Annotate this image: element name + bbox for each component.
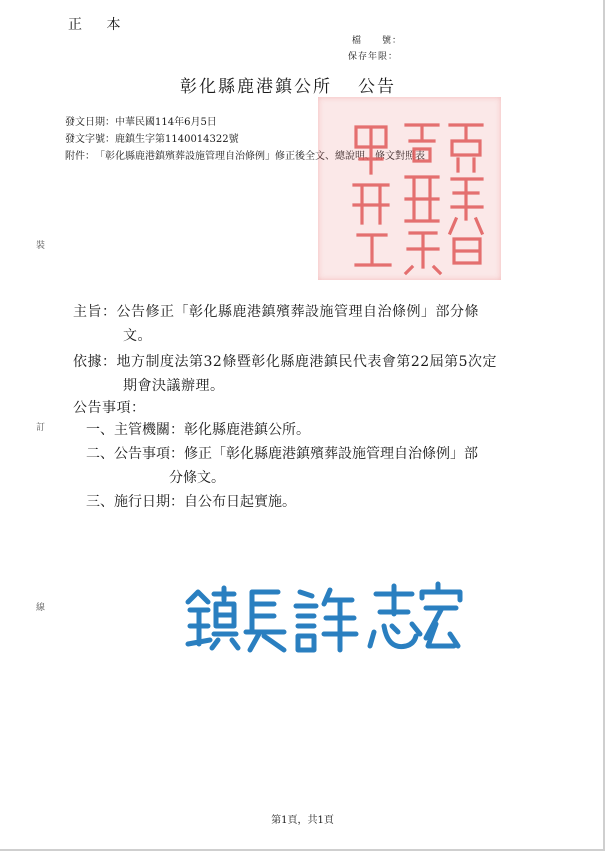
announcement-item	[84, 490, 296, 514]
seal-graphic	[318, 97, 501, 280]
copy-mark: 正 本	[68, 17, 131, 33]
purpose-line-2: 文。	[123, 328, 152, 344]
announcement-items-heading: 公告事項：	[73, 400, 146, 416]
purpose-label: 主旨：	[73, 304, 117, 320]
announcement-item	[84, 442, 478, 490]
archive-number	[352, 33, 406, 46]
issue-number-value: 鹿鎮生字第1140014322號	[115, 134, 239, 145]
basis-label: 依據：	[73, 354, 117, 370]
basis-line-2: 期會決議辦理。	[123, 378, 225, 394]
item-label: 主管機關：	[114, 422, 184, 438]
binding-margin-top: 裝	[36, 241, 46, 251]
issue-date-value: 中華民國114年6月5日	[115, 117, 217, 128]
item-number: 二、	[86, 446, 114, 462]
page-number: 第1頁，共1頁	[271, 815, 334, 826]
retention-period	[348, 49, 402, 62]
item-text: 自公布日起實施。	[184, 494, 296, 510]
title-doc-type: 公告	[358, 77, 396, 97]
announcement-item	[84, 418, 310, 442]
archive-number-label: 檔 號：	[352, 36, 403, 46]
issue-date-label: 發文日期：	[65, 117, 115, 128]
attachment-value: 「彰化縣鹿港鎮殯葬設施管理自治條例」修正後全文、總說明、條文對照表	[95, 151, 425, 162]
mayor-signature-stamp	[180, 578, 470, 658]
purpose-line-1: 公告修正「彰化縣鹿港鎮殯葬設施管理自治條例」部分條	[116, 304, 479, 320]
basis-line-1: 地方制度法第32條暨彰化縣鹿港鎮民代表會第22屆第5次定	[116, 354, 498, 370]
document-title	[180, 72, 396, 97]
signature-graphic	[180, 578, 470, 658]
item-label: 公告事項：	[114, 446, 184, 462]
basis-section	[73, 350, 497, 398]
issue-number-label: 發文字號：	[65, 134, 115, 145]
item-text: 修正「彰化縣鹿港鎮殯葬設施管理自治條例」部	[184, 446, 478, 462]
binding-margin-middle: 訂	[36, 423, 46, 433]
retention-period-label: 保存年限：	[348, 52, 399, 62]
item-text: 彰化縣鹿港鎮公所。	[184, 422, 310, 438]
purpose-section	[73, 300, 479, 348]
binding-margin-bottom: 線	[36, 603, 46, 613]
item-label: 施行日期：	[114, 494, 184, 510]
item-number: 一、	[86, 422, 114, 438]
item-text-continued: 分條文。	[169, 470, 225, 486]
item-number: 三、	[86, 494, 114, 510]
title-agency: 彰化縣鹿港鎮公所	[180, 77, 332, 97]
official-seal	[318, 97, 501, 280]
attachment-label: 附件：	[65, 151, 95, 162]
